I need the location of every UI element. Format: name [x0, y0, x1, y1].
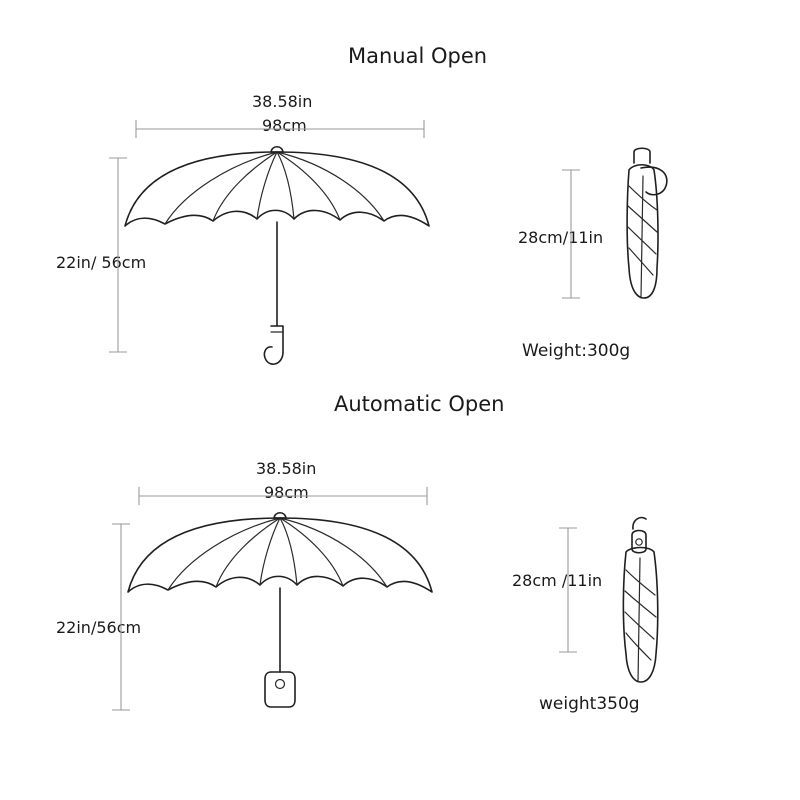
automatic-open-height-label: 22in/56cm: [56, 618, 142, 637]
manual-folded-length-label: 28cm/11in: [518, 228, 604, 247]
manual-open-width-dimension: [136, 120, 424, 138]
manual-folded-length-dimension: [562, 170, 580, 298]
automatic-folded-length-label: 28cm /11in: [512, 571, 603, 590]
manual-open-width-cm-label: 98cm: [262, 116, 307, 135]
umbrella-folded-icon-manual: [627, 148, 667, 298]
section-title-manual: Manual Open: [348, 44, 488, 68]
automatic-open-width-cm-label: 98cm: [264, 483, 309, 502]
automatic-open-width-dimension: [139, 487, 427, 505]
manual-open-width-inches-label: 38.58in: [252, 92, 313, 111]
section-title-automatic: Automatic Open: [334, 392, 505, 416]
manual-open-height-dimension: [109, 158, 127, 352]
automatic-open-height-dimension: [112, 524, 130, 710]
manual-weight-label: Weight:300g: [522, 341, 631, 361]
automatic-folded-length-dimension: [559, 528, 577, 652]
automatic-weight-label: weight350g: [539, 694, 640, 714]
automatic-open-width-inches-label: 38.58in: [256, 459, 317, 478]
manual-open-height-label: 22in/ 56cm: [56, 253, 147, 272]
umbrella-folded-icon-automatic: [623, 518, 657, 682]
umbrella-open-icon-automatic: [128, 513, 432, 707]
umbrella-open-icon-manual: [125, 147, 429, 364]
